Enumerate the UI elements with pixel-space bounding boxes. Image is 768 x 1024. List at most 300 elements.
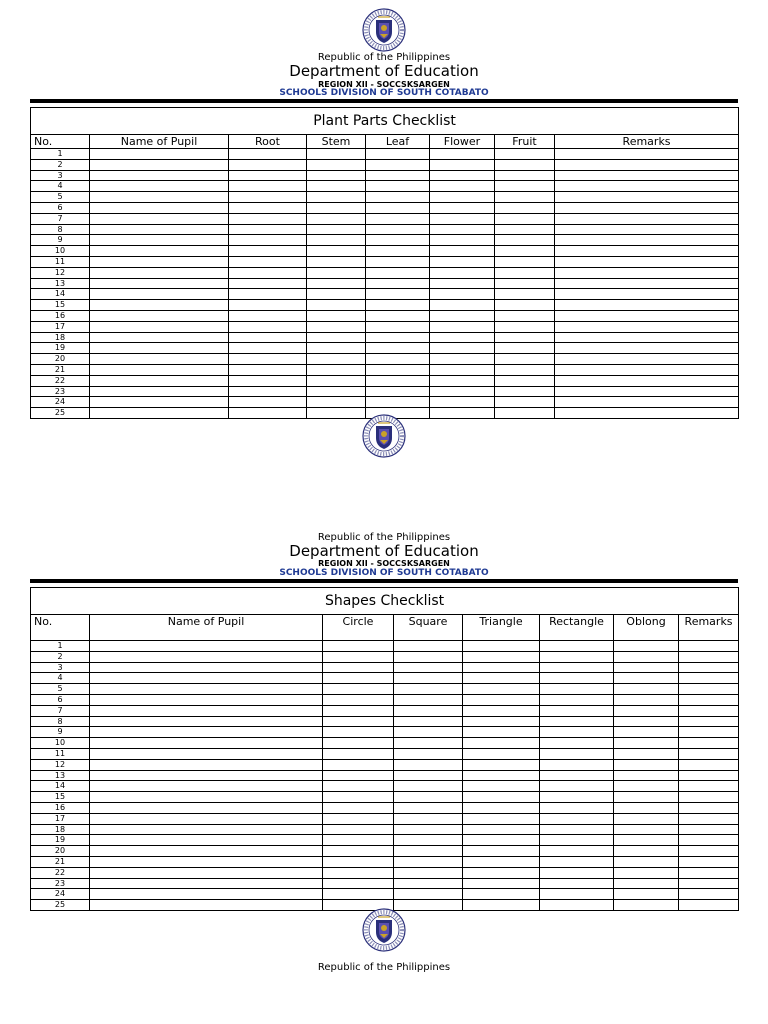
entry-cell[interactable] [463,716,540,727]
entry-cell[interactable] [90,727,323,738]
entry-cell[interactable] [394,889,463,900]
entry-cell[interactable] [495,321,555,332]
entry-cell[interactable] [307,246,366,257]
entry-cell[interactable] [614,813,679,824]
entry-cell[interactable] [540,684,614,695]
entry-cell[interactable] [614,641,679,652]
entry-cell[interactable] [307,289,366,300]
entry-cell[interactable] [229,256,307,267]
entry-cell[interactable] [679,662,739,673]
entry-cell[interactable] [463,781,540,792]
entry-cell[interactable] [679,878,739,889]
entry-cell[interactable] [366,310,430,321]
entry-cell[interactable] [323,856,394,867]
entry-cell[interactable] [614,738,679,749]
entry-cell[interactable] [463,792,540,803]
entry-cell[interactable] [495,354,555,365]
entry-cell[interactable] [307,354,366,365]
entry-cell[interactable] [614,662,679,673]
entry-cell[interactable] [323,748,394,759]
entry-cell[interactable] [90,824,323,835]
entry-cell[interactable] [463,727,540,738]
entry-cell[interactable] [394,651,463,662]
entry-cell[interactable] [430,170,495,181]
entry-cell[interactable] [323,792,394,803]
entry-cell[interactable] [430,246,495,257]
entry-cell[interactable] [366,397,430,408]
entry-cell[interactable] [90,641,323,652]
entry-cell[interactable] [614,716,679,727]
entry-cell[interactable] [323,705,394,716]
entry-cell[interactable] [229,289,307,300]
entry-cell[interactable] [90,867,323,878]
entry-cell[interactable] [323,727,394,738]
entry-cell[interactable] [394,878,463,889]
entry-cell[interactable] [90,278,229,289]
entry-cell[interactable] [90,738,323,749]
entry-cell[interactable] [495,149,555,160]
entry-cell[interactable] [394,673,463,684]
entry-cell[interactable] [555,213,739,224]
entry-cell[interactable] [495,181,555,192]
entry-cell[interactable] [540,900,614,911]
entry-cell[interactable] [679,792,739,803]
entry-cell[interactable] [430,192,495,203]
entry-cell[interactable] [463,662,540,673]
entry-cell[interactable] [430,235,495,246]
entry-cell[interactable] [614,705,679,716]
entry-cell[interactable] [679,824,739,835]
entry-cell[interactable] [229,202,307,213]
entry-cell[interactable] [495,159,555,170]
entry-cell[interactable] [229,375,307,386]
entry-cell[interactable] [430,364,495,375]
entry-cell[interactable] [679,867,739,878]
entry-cell[interactable] [555,408,739,419]
entry-cell[interactable] [394,792,463,803]
entry-cell[interactable] [614,824,679,835]
entry-cell[interactable] [90,716,323,727]
entry-cell[interactable] [323,770,394,781]
entry-cell[interactable] [495,202,555,213]
entry-cell[interactable] [229,159,307,170]
entry-cell[interactable] [430,278,495,289]
entry-cell[interactable] [229,386,307,397]
entry-cell[interactable] [90,781,323,792]
entry-cell[interactable] [307,386,366,397]
entry-cell[interactable] [90,397,229,408]
entry-cell[interactable] [614,759,679,770]
entry-cell[interactable] [90,694,323,705]
entry-cell[interactable] [555,397,739,408]
entry-cell[interactable] [307,256,366,267]
entry-cell[interactable] [323,835,394,846]
entry-cell[interactable] [463,673,540,684]
entry-cell[interactable] [540,651,614,662]
entry-cell[interactable] [366,375,430,386]
entry-cell[interactable] [555,375,739,386]
entry-cell[interactable] [679,748,739,759]
entry-cell[interactable] [555,246,739,257]
entry-cell[interactable] [679,684,739,695]
entry-cell[interactable] [555,267,739,278]
entry-cell[interactable] [430,213,495,224]
entry-cell[interactable] [679,759,739,770]
entry-cell[interactable] [495,278,555,289]
entry-cell[interactable] [463,867,540,878]
entry-cell[interactable] [614,802,679,813]
entry-cell[interactable] [495,267,555,278]
entry-cell[interactable] [555,300,739,311]
entry-cell[interactable] [229,149,307,160]
entry-cell[interactable] [540,813,614,824]
entry-cell[interactable] [394,705,463,716]
entry-cell[interactable] [366,235,430,246]
entry-cell[interactable] [90,354,229,365]
entry-cell[interactable] [90,792,323,803]
entry-cell[interactable] [229,235,307,246]
entry-cell[interactable] [495,386,555,397]
entry-cell[interactable] [90,684,323,695]
entry-cell[interactable] [463,846,540,857]
entry-cell[interactable] [90,673,323,684]
entry-cell[interactable] [229,181,307,192]
entry-cell[interactable] [366,213,430,224]
entry-cell[interactable] [463,684,540,695]
entry-cell[interactable] [540,824,614,835]
entry-cell[interactable] [394,759,463,770]
entry-cell[interactable] [394,781,463,792]
entry-cell[interactable] [90,651,323,662]
entry-cell[interactable] [90,149,229,160]
entry-cell[interactable] [323,878,394,889]
entry-cell[interactable] [430,256,495,267]
entry-cell[interactable] [679,727,739,738]
entry-cell[interactable] [323,802,394,813]
entry-cell[interactable] [540,792,614,803]
entry-cell[interactable] [540,662,614,673]
entry-cell[interactable] [614,792,679,803]
entry-cell[interactable] [366,256,430,267]
entry-cell[interactable] [229,364,307,375]
entry-cell[interactable] [366,332,430,343]
entry-cell[interactable] [463,856,540,867]
entry-cell[interactable] [366,278,430,289]
entry-cell[interactable] [229,332,307,343]
entry-cell[interactable] [323,651,394,662]
entry-cell[interactable] [90,300,229,311]
entry-cell[interactable] [679,781,739,792]
entry-cell[interactable] [307,170,366,181]
entry-cell[interactable] [394,846,463,857]
entry-cell[interactable] [463,802,540,813]
entry-cell[interactable] [679,705,739,716]
entry-cell[interactable] [307,192,366,203]
entry-cell[interactable] [90,321,229,332]
entry-cell[interactable] [540,738,614,749]
entry-cell[interactable] [430,321,495,332]
entry-cell[interactable] [90,386,229,397]
entry-cell[interactable] [463,889,540,900]
entry-cell[interactable] [540,878,614,889]
entry-cell[interactable] [307,332,366,343]
entry-cell[interactable] [430,159,495,170]
entry-cell[interactable] [463,770,540,781]
entry-cell[interactable] [229,300,307,311]
entry-cell[interactable] [90,159,229,170]
entry-cell[interactable] [394,770,463,781]
entry-cell[interactable] [555,364,739,375]
entry-cell[interactable] [614,781,679,792]
entry-cell[interactable] [229,310,307,321]
entry-cell[interactable] [540,835,614,846]
entry-cell[interactable] [679,856,739,867]
entry-cell[interactable] [430,332,495,343]
entry-cell[interactable] [540,705,614,716]
entry-cell[interactable] [90,878,323,889]
entry-cell[interactable] [394,748,463,759]
entry-cell[interactable] [540,802,614,813]
entry-cell[interactable] [394,802,463,813]
entry-cell[interactable] [323,716,394,727]
entry-cell[interactable] [366,246,430,257]
entry-cell[interactable] [495,310,555,321]
entry-cell[interactable] [540,716,614,727]
entry-cell[interactable] [679,889,739,900]
entry-cell[interactable] [90,802,323,813]
entry-cell[interactable] [394,856,463,867]
entry-cell[interactable] [90,835,323,846]
entry-cell[interactable] [323,641,394,652]
entry-cell[interactable] [90,375,229,386]
entry-cell[interactable] [323,684,394,695]
entry-cell[interactable] [307,375,366,386]
entry-cell[interactable] [495,235,555,246]
entry-cell[interactable] [323,673,394,684]
entry-cell[interactable] [394,684,463,695]
entry-cell[interactable] [90,192,229,203]
entry-cell[interactable] [463,835,540,846]
entry-cell[interactable] [430,397,495,408]
entry-cell[interactable] [90,705,323,716]
entry-cell[interactable] [307,310,366,321]
entry-cell[interactable] [307,213,366,224]
entry-cell[interactable] [394,813,463,824]
entry-cell[interactable] [555,256,739,267]
entry-cell[interactable] [307,202,366,213]
entry-cell[interactable] [463,748,540,759]
entry-cell[interactable] [614,856,679,867]
entry-cell[interactable] [229,246,307,257]
entry-cell[interactable] [90,364,229,375]
entry-cell[interactable] [463,641,540,652]
entry-cell[interactable] [307,343,366,354]
entry-cell[interactable] [366,192,430,203]
entry-cell[interactable] [540,846,614,857]
entry-cell[interactable] [366,386,430,397]
entry-cell[interactable] [430,300,495,311]
entry-cell[interactable] [366,321,430,332]
entry-cell[interactable] [394,867,463,878]
entry-cell[interactable] [394,738,463,749]
entry-cell[interactable] [540,759,614,770]
entry-cell[interactable] [540,694,614,705]
entry-cell[interactable] [614,835,679,846]
entry-cell[interactable] [90,170,229,181]
entry-cell[interactable] [430,375,495,386]
entry-cell[interactable] [555,159,739,170]
entry-cell[interactable] [394,662,463,673]
entry-cell[interactable] [90,770,323,781]
entry-cell[interactable] [90,310,229,321]
entry-cell[interactable] [679,813,739,824]
entry-cell[interactable] [90,213,229,224]
entry-cell[interactable] [540,770,614,781]
entry-cell[interactable] [495,343,555,354]
entry-cell[interactable] [555,202,739,213]
entry-cell[interactable] [495,397,555,408]
entry-cell[interactable] [90,662,323,673]
entry-cell[interactable] [90,246,229,257]
entry-cell[interactable] [229,343,307,354]
entry-cell[interactable] [323,824,394,835]
entry-cell[interactable] [307,149,366,160]
entry-cell[interactable] [323,846,394,857]
entry-cell[interactable] [679,738,739,749]
entry-cell[interactable] [307,397,366,408]
entry-cell[interactable] [90,846,323,857]
entry-cell[interactable] [430,386,495,397]
entry-cell[interactable] [430,354,495,365]
entry-cell[interactable] [679,716,739,727]
entry-cell[interactable] [679,802,739,813]
entry-cell[interactable] [90,224,229,235]
entry-cell[interactable] [555,149,739,160]
entry-cell[interactable] [307,321,366,332]
entry-cell[interactable] [307,267,366,278]
entry-cell[interactable] [614,748,679,759]
entry-cell[interactable] [229,278,307,289]
entry-cell[interactable] [614,878,679,889]
entry-cell[interactable] [430,343,495,354]
entry-cell[interactable] [463,900,540,911]
entry-cell[interactable] [229,397,307,408]
entry-cell[interactable] [555,386,739,397]
entry-cell[interactable] [307,181,366,192]
entry-cell[interactable] [614,846,679,857]
entry-cell[interactable] [495,213,555,224]
entry-cell[interactable] [540,856,614,867]
entry-cell[interactable] [307,300,366,311]
entry-cell[interactable] [495,170,555,181]
entry-cell[interactable] [555,343,739,354]
entry-cell[interactable] [430,408,495,419]
entry-cell[interactable] [430,267,495,278]
entry-cell[interactable] [430,202,495,213]
entry-cell[interactable] [495,332,555,343]
entry-cell[interactable] [495,375,555,386]
entry-cell[interactable] [614,673,679,684]
entry-cell[interactable] [90,289,229,300]
entry-cell[interactable] [555,310,739,321]
entry-cell[interactable] [323,738,394,749]
entry-cell[interactable] [366,354,430,365]
entry-cell[interactable] [495,224,555,235]
entry-cell[interactable] [90,235,229,246]
entry-cell[interactable] [229,213,307,224]
entry-cell[interactable] [90,181,229,192]
entry-cell[interactable] [366,202,430,213]
entry-cell[interactable] [463,694,540,705]
entry-cell[interactable] [307,224,366,235]
entry-cell[interactable] [463,824,540,835]
entry-cell[interactable] [540,781,614,792]
entry-cell[interactable] [307,159,366,170]
entry-cell[interactable] [90,343,229,354]
entry-cell[interactable] [679,694,739,705]
entry-cell[interactable] [679,770,739,781]
entry-cell[interactable] [540,641,614,652]
entry-cell[interactable] [307,408,366,419]
entry-cell[interactable] [463,878,540,889]
entry-cell[interactable] [90,813,323,824]
entry-cell[interactable] [229,408,307,419]
entry-cell[interactable] [366,289,430,300]
entry-cell[interactable] [394,716,463,727]
entry-cell[interactable] [90,856,323,867]
entry-cell[interactable] [555,321,739,332]
entry-cell[interactable] [394,824,463,835]
entry-cell[interactable] [495,364,555,375]
entry-cell[interactable] [394,641,463,652]
entry-cell[interactable] [555,235,739,246]
entry-cell[interactable] [366,224,430,235]
entry-cell[interactable] [430,289,495,300]
entry-cell[interactable] [366,364,430,375]
entry-cell[interactable] [614,900,679,911]
entry-cell[interactable] [229,321,307,332]
entry-cell[interactable] [463,738,540,749]
entry-cell[interactable] [614,684,679,695]
entry-cell[interactable] [679,673,739,684]
entry-cell[interactable] [540,889,614,900]
entry-cell[interactable] [307,364,366,375]
entry-cell[interactable] [495,192,555,203]
entry-cell[interactable] [90,408,229,419]
entry-cell[interactable] [555,224,739,235]
entry-cell[interactable] [229,192,307,203]
entry-cell[interactable] [540,867,614,878]
entry-cell[interactable] [323,867,394,878]
entry-cell[interactable] [430,310,495,321]
entry-cell[interactable] [323,781,394,792]
entry-cell[interactable] [430,181,495,192]
entry-cell[interactable] [323,694,394,705]
entry-cell[interactable] [90,748,323,759]
entry-cell[interactable] [463,759,540,770]
entry-cell[interactable] [555,278,739,289]
entry-cell[interactable] [555,289,739,300]
entry-cell[interactable] [495,289,555,300]
entry-cell[interactable] [90,759,323,770]
entry-cell[interactable] [323,662,394,673]
entry-cell[interactable] [614,651,679,662]
entry-cell[interactable] [366,149,430,160]
entry-cell[interactable] [679,651,739,662]
entry-cell[interactable] [394,694,463,705]
entry-cell[interactable] [540,748,614,759]
entry-cell[interactable] [366,267,430,278]
